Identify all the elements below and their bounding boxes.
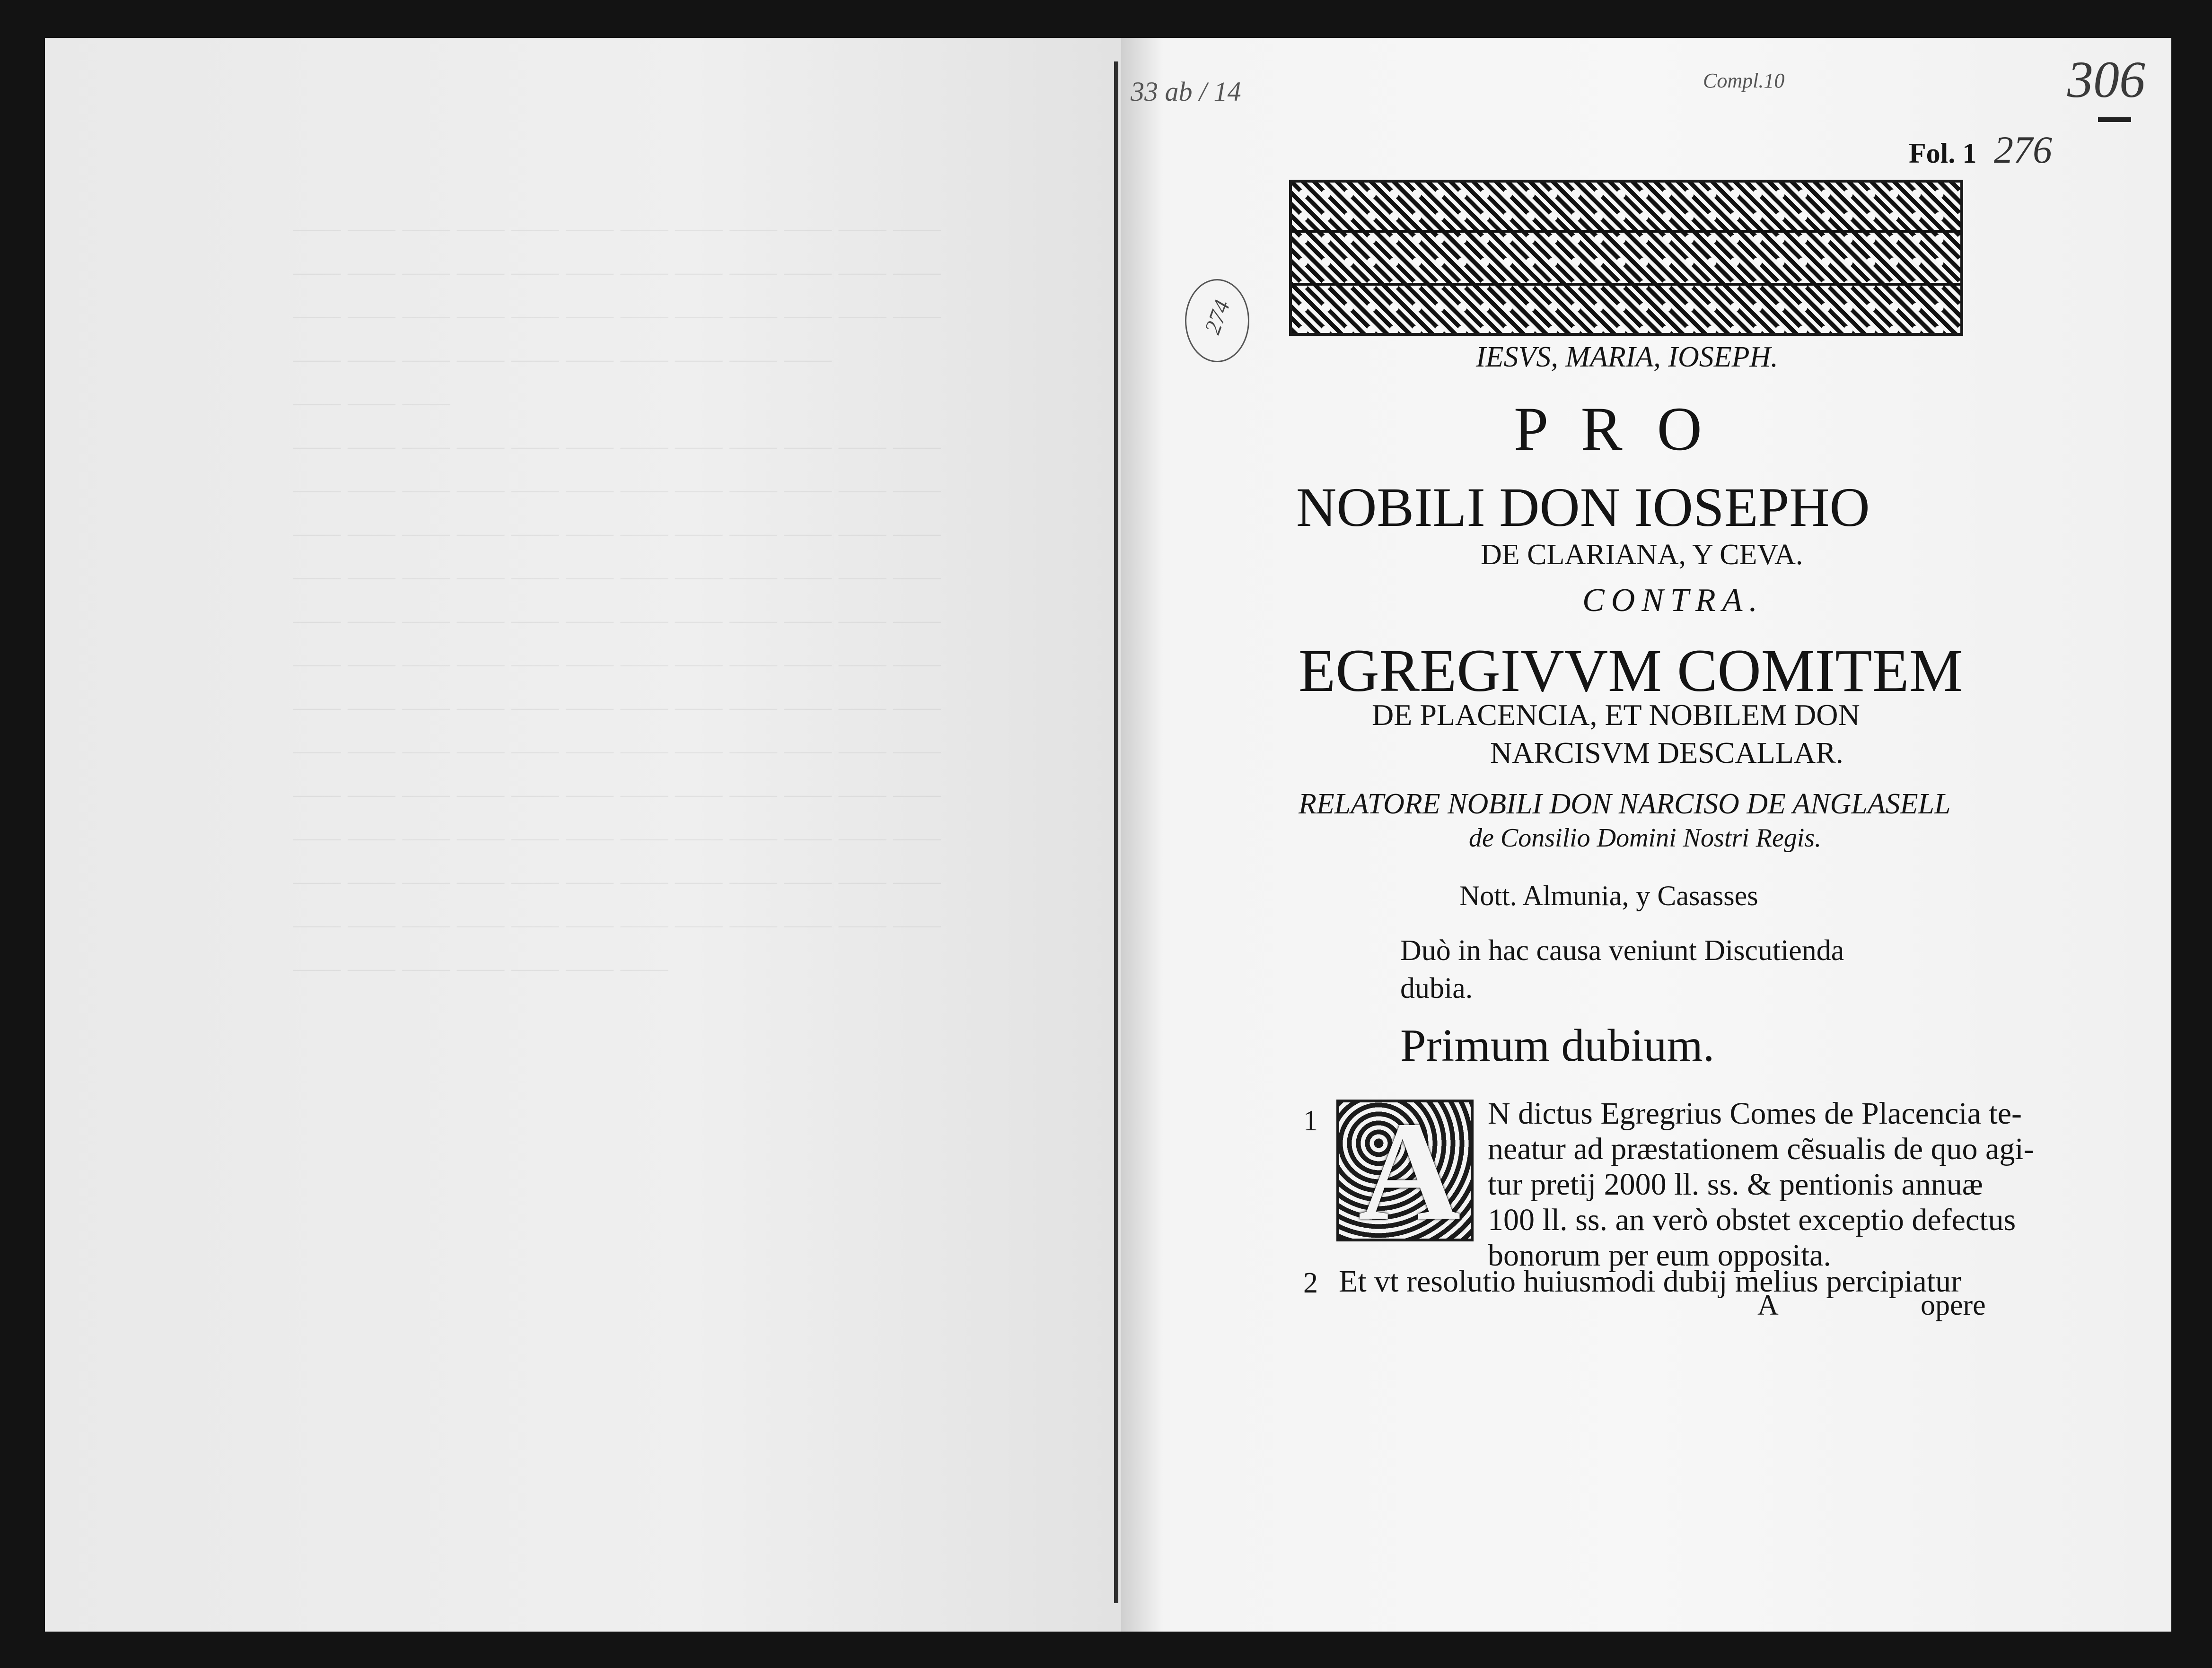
circled-annotation — [1185, 279, 1249, 362]
title-pro: P R O — [1514, 394, 1712, 463]
handwritten-page-number: 306 — [2067, 51, 2145, 108]
handwritten-note-top-center: Compl.10 — [1703, 69, 1785, 92]
folio-label: Fol. 1 — [1909, 138, 1977, 169]
title-de-placencia: DE PLACENCIA, ET NOBILEM DON — [1372, 698, 1860, 732]
paragraph-number: 1 — [1303, 1105, 1318, 1137]
intro-line-continued: dubia. — [1400, 972, 1473, 1004]
relator-line: RELATORE NOBILI DON NARCISO DE ANGLASELL — [1299, 788, 1951, 820]
signature-mark: A — [1757, 1289, 1779, 1321]
paragraph-line: tur pretij 2000 ll. ss. & pentionis annuæ — [1488, 1167, 1983, 1202]
margin-mark — [2098, 117, 2131, 122]
paragraph-line: neatur ad præstationem cẽsualis de quo agi- — [1488, 1132, 2034, 1166]
circled-number: 274 — [1200, 297, 1235, 338]
ornament-band — [1289, 180, 1963, 336]
notaries-line: Nott. Almunia, y Casasses — [1459, 880, 1758, 911]
title-nobili-don-iosepho: NOBILI DON IOSEPHO — [1296, 476, 1870, 538]
section-heading: Primum dubium. — [1400, 1020, 1715, 1071]
title-narcisvm-descallar: NARCISVM DESCALLAR. — [1490, 736, 1843, 769]
handwritten-note-top-left: 33 ab / 14 — [1131, 76, 1241, 107]
title-de-clariana: DE CLARIANA, Y CEVA. — [1481, 539, 1803, 571]
title-egregivvm-comitem: EGREGIVVM COMITEM — [1299, 637, 1963, 704]
paragraph-line: Et vt resolutio huiusmodi dubij melius percipiatur — [1339, 1264, 1962, 1299]
invocation-heading: IESVS, MARIA, IOSEPH. — [1476, 341, 1778, 373]
drop-cap-initial — [1336, 1100, 1474, 1241]
paragraph-line: bonorum per eum opposita. — [1488, 1238, 1831, 1273]
title-contra: CONTRA. — [1582, 582, 1764, 619]
paragraph-number: 2 — [1303, 1267, 1318, 1299]
handwritten-folio-number: 276 — [1994, 128, 2052, 171]
relator-council-line: de Consilio Domini Nostri Regis. — [1469, 823, 1822, 853]
catchword: opere — [1921, 1289, 1986, 1321]
bleed-through-text: ⸻ ⸻ ⸻ ⸻ ⸻ ⸻ ⸻ ⸻ ⸻ ⸻ ⸻ ⸻ ⸻ ⸻ ⸻ ⸻ ⸻ ⸻ ⸻ ⸻ ⸻ ⸻ ⸻ ⸻ ⸻ ⸻ ⸻ ⸻ ⸻ ⸻ ⸻ ⸻ ⸻ ⸻ ⸻ ⸻ ⸻ ⸻ ⸻ ⸻ ⸻ ⸻ ⸻ ⸻ ⸻ ⸻ ⸻ ⸻ ⸻ ⸻ ⸻ ⸻ ⸻ ⸻ ⸻ ⸻ ⸻ ⸻ ⸻ ⸻ ⸻ ⸻ ⸻ ⸻ ⸻ ⸻ ⸻ ⸻ ⸻ ⸻ ⸻ ⸻ ⸻ ⸻ ⸻ ⸻ ⸻ ⸻ ⸻ ⸻ ⸻ ⸻ ⸻ ⸻ ⸻ ⸻ ⸻ ⸻ ⸻ ⸻ ⸻ ⸻ ⸻ ⸻ ⸻ ⸻ ⸻ ⸻ ⸻ ⸻ ⸻ ⸻ ⸻ ⸻ ⸻ ⸻ ⸻ ⸻ ⸻ ⸻ ⸻ ⸻ ⸻ ⸻ ⸻ ⸻ ⸻ ⸻ ⸻ ⸻ ⸻ ⸻ ⸻ ⸻ ⸻ ⸻ ⸻ ⸻ ⸻ ⸻ ⸻ ⸻ ⸻ ⸻ ⸻ ⸻ ⸻ ⸻ ⸻ ⸻ ⸻ ⸻ ⸻ ⸻ ⸻ ⸻ ⸻ ⸻ ⸻ ⸻ ⸻ ⸻ ⸻ ⸻ ⸻ ⸻ ⸻ ⸻ ⸻ ⸻ ⸻ ⸻ ⸻ ⸻ ⸻ ⸻ ⸻ ⸻ ⸻ ⸻ ⸻ ⸻ ⸻ ⸻ ⸻ ⸻ ⸻ ⸻ ⸻ ⸻ ⸻ ⸻ ⸻ ⸻ ⸻ ⸻ ⸻ ⸻ ⸻ ⸻ ⸻ ⸻ ⸻ ⸻ ⸻ ⸻ ⸻ ⸻ ⸻ ⸻ — [291, 219, 940, 980]
gutter-shadow — [1114, 61, 1118, 1603]
paragraph-line: 100 ll. ss. an verò obstet exceptio defectus — [1488, 1203, 2016, 1237]
paragraph-line: N dictus Egregrius Comes de Placencia te- — [1488, 1096, 2022, 1131]
drop-cap-letter: A — [1358, 1100, 1461, 1241]
left-page — [45, 38, 1121, 1632]
intro-line: Duò in hac causa veniunt Discutienda — [1400, 934, 1844, 967]
